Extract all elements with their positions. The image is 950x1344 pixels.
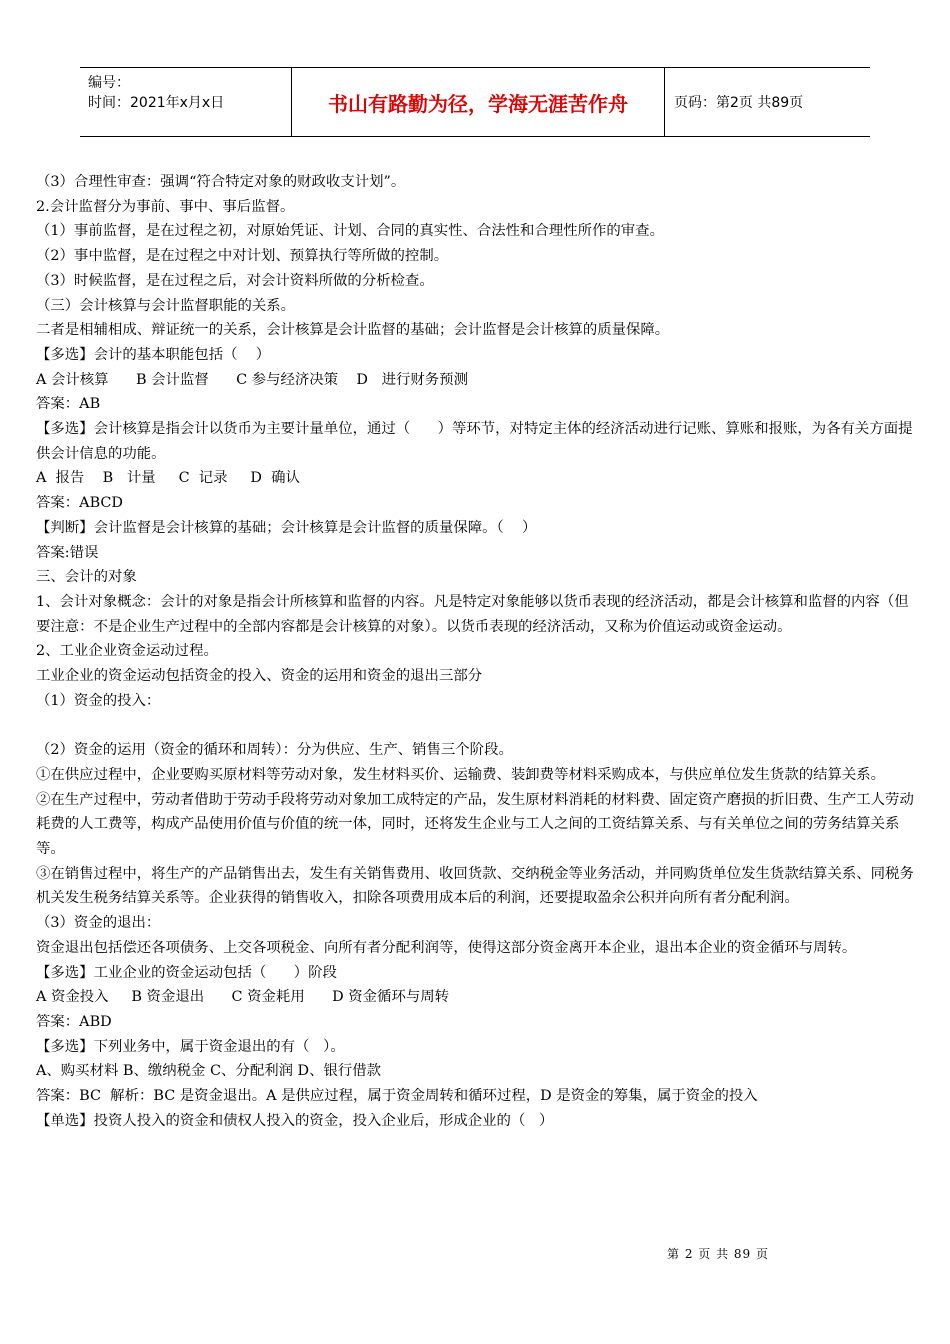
text-line: （2）事中监督，是在过程之中对计划、预算执行等所做的控制。: [36, 248, 449, 265]
answer-line: 答案：ABCD: [36, 495, 123, 512]
page-header: [80, 67, 870, 137]
answer-line: 答案：BC 解析：BC 是资金退出。A 是供应过程，属于资金周转和循环过程，D 是资金的筹集，属于资金的投入: [36, 1088, 758, 1105]
text-line: ①在供应过程中，企业要购买原材料等劳动对象，发生材料买价、运输费、装卸费等材料采购成本，与供应单位发生货款的结算关系。: [36, 766, 886, 783]
question-line: 【多选】会计核算是指会计以货币为主要计量单位，通过（ ）等环节，对特定主体的经济活动进行记账、算账和报账，为各有关方面提供会计信息的功能。: [36, 421, 913, 462]
header-page-info: 页码：第2页 共89页: [674, 95, 804, 111]
text-line: 资金退出包括偿还各项债务、上交各项税金、向所有者分配利润等，使得这部分资金离开本企业，退出本企业的资金循环与周转。: [36, 939, 857, 956]
text-line: 1、会计对象概念：会计的对象是指会计所核算和监督的内容。凡是特定对象能够以货币表现的经济活动，都是会计核算和监督的内容（但要注意：不是企业生产过程中的全部内容都是会计核算的对象）。以货币表现的经济活动，又称为价值运动或资金运动。: [36, 593, 909, 635]
text-line: （三）会计核算与会计监督职能的关系。: [36, 297, 296, 314]
answer-line: 答案：AB: [36, 396, 101, 413]
text-line: （3）合理性审查：强调“符合特定对象的财政收支计划”。: [36, 174, 406, 190]
text-line: 工业企业的资金运动包括资金的投入、资金的运用和资金的退出三部分: [36, 668, 483, 685]
text-line: （1）资金的投入：: [36, 692, 161, 709]
question-line: 【多选】工业企业的资金运动包括（ ）阶段: [36, 964, 337, 981]
question-line: 【判断】会计监督是会计核算的基础；会计核算是会计监督的质量保障。（ ）: [36, 519, 537, 536]
header-slogan: 书山有路勤为径，学海无涯苦作舟: [292, 68, 665, 136]
number-label: 编号：: [88, 75, 130, 91]
section-heading: 三、会计的对象: [36, 569, 137, 586]
header-meta-cell: [80, 68, 292, 136]
text-line: 2、工业企业资金运动过程。: [36, 643, 218, 660]
question-line: 【多选】下列业务中，属于资金退出的有（ ）。: [36, 1038, 345, 1055]
options-line: A、购买材料 B、缴纳税金 C、分配利润 D、银行借款: [36, 1063, 382, 1080]
options-line: A 资金投入 B 资金退出 C 资金耗用 D 资金循环与周转: [36, 989, 450, 1006]
text-line: 2.会计监督分为事前、事中、事后监督。: [36, 198, 295, 215]
text-line: （1）事前监督，是在过程之初，对原始凭证、计划、合同的真实性、合法性和合理性所作的审查。: [36, 223, 664, 240]
text-line: 二者是相辅相成、辩证统一的关系，会计核算是会计监督的基础；会计监督是会计核算的质量保障。: [36, 322, 670, 339]
text-line: （3）资金的退出：: [36, 915, 161, 932]
text-line: （3）时候监督，是在过程之后，对会计资料所做的分析检查。: [36, 272, 434, 289]
question-line: 【单选】投资人投入的资金和债权人投入的资金，投入企业后，形成企业的（ ）: [36, 1112, 554, 1129]
text-line: ③在销售过程中，将生产的产品销售出去，发生有关销售费用、收回货款、交纳税金等业务活动，并同购货单位发生货款结算关系、同税务机关发生税务结算关系等。企业获得的销售收入，扣除各项费用成本后的利润，还要提取盈余公积并向所有者分配利润。: [36, 865, 914, 907]
question-line: 【多选】会计的基本职能包括（ ）: [36, 346, 271, 363]
text-line: （2）资金的运用（资金的循环和周转）：分为供应、生产、销售三个阶段。: [36, 742, 513, 759]
time-label: 时间：2021年x月x日: [88, 95, 225, 111]
options-line: A 会计核算 B 会计监督 C 参与经济决策 D 进行财务预测: [36, 371, 468, 388]
page-footer: 第 2 页 共 89 页: [667, 1247, 769, 1261]
answer-line: 答案：ABD: [36, 1013, 112, 1030]
options-line: A 报告 B 计量 C 记录 D 确认: [36, 470, 300, 487]
answer-line: 答案:错误: [36, 544, 99, 561]
blank-line: [36, 713, 914, 738]
text-line: ②在生产过程中，劳动者借助于劳动手段将劳动对象加工成特定的产品，发生原材料消耗的材料费、固定资产磨损的折旧费、生产工人劳动耗费的人工费等，构成产品使用价值与价值的统一体，同时，还将发生企业与工人之间的工资结算关系、与有关单位之间的劳务结算关系等。: [36, 791, 914, 857]
document-body: [36, 170, 914, 1133]
